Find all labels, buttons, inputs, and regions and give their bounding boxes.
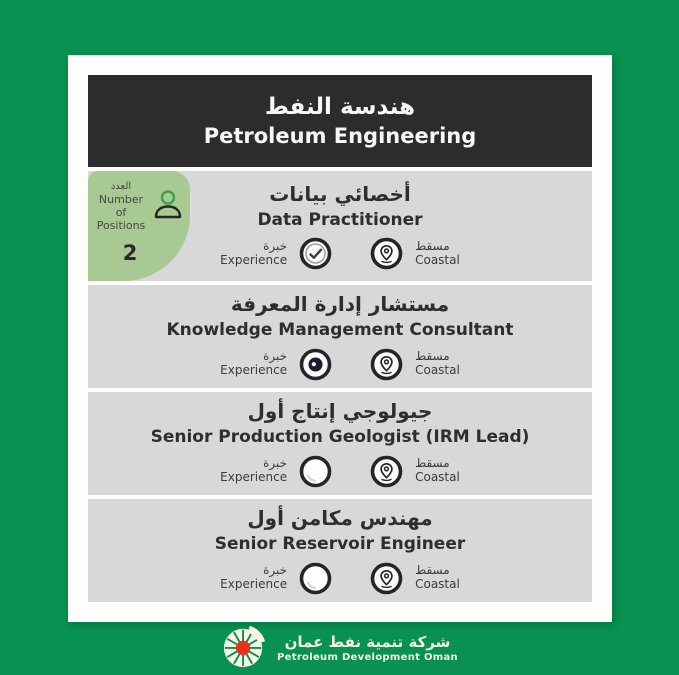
experience-label-arabic: خبرة [263,349,288,364]
experience-label-arabic: خبرة [263,456,288,471]
job-row-knowledge-management-consultant [88,285,592,388]
job-title-arabic: جيولوجي إنتاج أول [247,399,433,424]
person-icon [149,187,185,227]
job-title-english: Senior Production Geologist (IRM Lead) [150,427,530,448]
job-title-english: Senior Reservoir Engineer [214,534,466,555]
department-title-english: Petroleum Engineering [203,123,477,148]
experience-label-arabic: خبرة [263,563,288,578]
job-title-arabic: أخصائي بيانات [269,181,411,206]
experience-circle-icon [299,455,332,488]
company-footer [0,622,679,675]
location-pin-icon [370,455,403,488]
experience-label-arabic: خبرة [263,238,288,253]
location-label-arabic: مسقط [415,349,450,364]
experience-circle-icon [299,562,332,595]
pdo-logo-icon [221,624,267,674]
positions-label-line1: Number of [98,193,144,220]
location-pin-icon [370,348,403,381]
job-title-english: Knowledge Management Consultant [166,320,514,341]
department-header [88,75,592,167]
location-label-arabic: مسقط [415,456,450,471]
experience-label-english: Experience [220,363,288,378]
experience-label-english: Experience [220,252,288,267]
number-of-positions-badge [88,171,190,281]
location-label-arabic: مسقط [415,563,450,578]
location-label-english: Coastal [415,470,460,485]
company-name-english: Petroleum Development Oman [277,651,458,663]
job-title-arabic: مستشار إدارة المعرفة [230,292,450,317]
experience-bullseye-icon [299,348,332,381]
job-postings-card [68,55,612,622]
job-title-arabic: مهندس مكامن أول [247,506,433,531]
positions-label-arabic: العدد [110,181,132,192]
job-title-english: Data Practitioner [257,209,423,230]
location-label-arabic: مسقط [415,238,450,253]
location-pin-icon [370,237,403,270]
experience-label-english: Experience [220,577,288,592]
experience-check-circle-icon [299,237,332,270]
department-title-arabic: هندسة النفط [264,93,416,120]
job-row-senior-reservoir-engineer [88,499,592,602]
location-label-english: Coastal [415,363,460,378]
location-label-english: Coastal [415,252,460,267]
job-row-data-practitioner [88,171,592,281]
location-pin-icon [370,562,403,595]
positions-label-line2: Positions [96,219,146,233]
job-row-senior-production-geologist [88,392,592,495]
location-label-english: Coastal [415,577,460,592]
company-name-arabic: شركة تنمية نفط عمان [284,632,451,651]
experience-label-english: Experience [220,470,288,485]
positions-count: 2 [122,240,138,265]
